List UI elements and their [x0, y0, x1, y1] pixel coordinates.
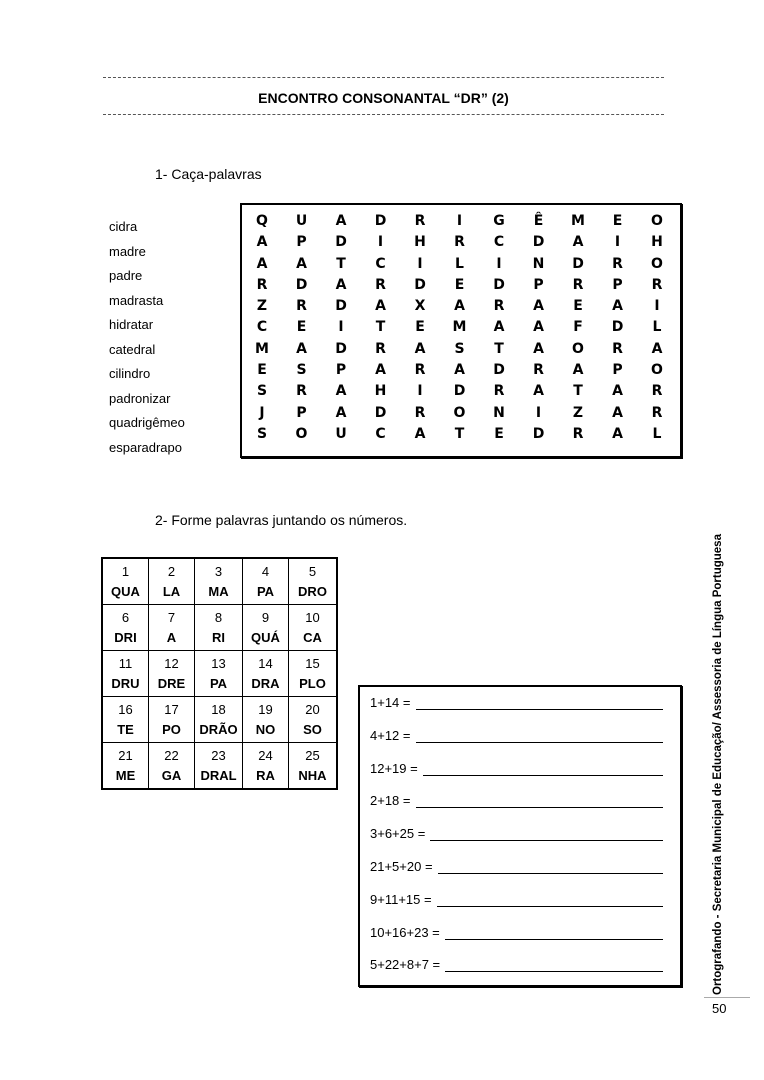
equation-row: [370, 695, 663, 710]
word-search-letter: I: [417, 383, 423, 400]
syllable-number: 10: [305, 609, 320, 625]
syllable-number: 2: [167, 563, 176, 579]
word-search-grid: [252, 211, 687, 445]
syllable-text: CA: [303, 629, 322, 645]
word-search-letter: G: [493, 213, 505, 229]
word-search-letter: E: [257, 362, 267, 379]
syllable-number: 23: [211, 747, 226, 763]
word-search-letter: R: [493, 298, 505, 315]
syllable-cell: [149, 651, 195, 697]
word-search-letter: O: [651, 362, 663, 379]
syllable-cell: [102, 743, 149, 790]
word-search-letter: O: [453, 404, 466, 421]
equation-label: 5+22+8+7 =: [370, 957, 441, 973]
syllable-text: SO: [303, 721, 322, 737]
word-search-letter: D: [335, 298, 347, 315]
word-search-letter: A: [335, 383, 347, 400]
word-search-letter: A: [454, 362, 465, 379]
word-item: quadrigêmeo: [109, 415, 185, 430]
syllable-text: QUÁ: [251, 629, 280, 645]
word-search-letter: R: [612, 340, 623, 357]
answer-blank[interactable]: [438, 860, 663, 874]
word-search-letter: T: [336, 255, 346, 272]
syllable-row: [102, 697, 337, 743]
equation-row: [370, 793, 663, 808]
word-item: padre: [109, 268, 143, 283]
word-search-letter: I: [377, 234, 384, 251]
word-search-letter: A: [375, 298, 386, 315]
syllable-number: 25: [305, 747, 320, 763]
word-search-letter: S: [256, 383, 268, 400]
word-search-letter: L: [652, 425, 662, 442]
syllable-cell: [243, 651, 289, 697]
equation-row: [370, 957, 663, 972]
syllable-text: GA: [161, 767, 182, 783]
word-search-letter: D: [374, 404, 387, 421]
page-number: 50: [712, 1001, 727, 1016]
word-search-letter: U: [295, 213, 308, 229]
word-search-letter: E: [454, 276, 465, 293]
equation-row: [370, 859, 663, 874]
syllable-number: 18: [211, 701, 226, 717]
syllable-number: 14: [258, 655, 273, 671]
word-search-letter: I: [417, 255, 423, 272]
syllable-text: DRO: [298, 583, 327, 599]
word-search-letter: C: [256, 319, 268, 336]
word-search-letter: D: [374, 213, 387, 229]
page-number-rule: [704, 997, 750, 998]
word-search-letter: Z: [256, 298, 268, 315]
title-divider: [103, 114, 664, 115]
word-search-letter: D: [532, 234, 545, 251]
word-item: madrasta: [109, 292, 164, 308]
word-search-letter: C: [375, 255, 386, 272]
syllable-cell: [149, 605, 195, 651]
syllable-cell: [289, 558, 338, 605]
word-search-letter: A: [493, 319, 505, 336]
syllable-cell: [195, 743, 243, 790]
word-search-letter: R: [493, 383, 505, 400]
syllable-text: DRA: [251, 675, 280, 691]
word-search-letter: O: [572, 340, 584, 357]
syllable-number: 7: [167, 609, 176, 625]
syllable-text: NHA: [298, 767, 327, 783]
side-credit: Ortografando - Secretaria Municipal de Educação/ Assessoria de Língua Portuguesa: [712, 534, 724, 995]
word-search-letter: A: [335, 213, 347, 229]
word-search-letter: T: [573, 383, 583, 400]
word-search-letter: T: [494, 340, 504, 357]
answer-blank[interactable]: [416, 794, 664, 808]
word-search-letter: O: [651, 213, 663, 229]
word-search-letter: I: [614, 234, 621, 251]
syllable-number: 12: [164, 655, 179, 671]
exercise-1-label: 1- Caça-palavras: [155, 166, 262, 182]
word-search-letter: L: [652, 319, 662, 336]
word-search-letter: R: [651, 404, 663, 421]
syllable-text: PA: [209, 675, 228, 691]
word-search-letter: R: [414, 362, 426, 379]
equation-row: [370, 728, 663, 743]
word-search-letter: M: [255, 340, 269, 357]
word-search-letter: F: [573, 319, 583, 336]
word-search-letter: X: [414, 298, 426, 315]
word-item: cilindro: [109, 366, 151, 381]
word-search-letter: A: [612, 298, 623, 315]
answer-blank[interactable]: [430, 827, 663, 841]
word-search-letter: P: [335, 362, 347, 379]
word-search-letter: A: [335, 404, 347, 421]
word-search-letter: E: [573, 298, 583, 315]
word-search-letter: A: [296, 255, 307, 272]
syllable-number: 5: [308, 563, 317, 579]
word-search-letter: R: [375, 276, 386, 293]
syllable-text: MA: [208, 583, 229, 599]
syllable-row: [102, 651, 337, 697]
syllable-number: 16: [118, 701, 133, 717]
word-search-letter: N: [532, 255, 545, 272]
word-item: hidratar: [109, 317, 154, 332]
syllable-cell: [149, 558, 195, 605]
syllable-cell: [195, 605, 243, 651]
word-search-letter: A: [335, 276, 347, 293]
word-search-letter: R: [296, 298, 307, 315]
word-item: esparadrapo: [109, 439, 182, 455]
word-search-letter: T: [454, 425, 465, 442]
word-item: madre: [109, 243, 146, 259]
syllable-number: 3: [214, 563, 223, 579]
answer-blank[interactable]: [445, 926, 663, 940]
syllable-cell: [195, 651, 243, 697]
word-search-letter: R: [651, 276, 663, 293]
syllable-cell: [289, 697, 338, 743]
syllable-cell: [102, 558, 149, 605]
word-search-letter: A: [533, 298, 544, 315]
word-search-letter: R: [296, 383, 307, 400]
word-item: padronizar: [109, 390, 171, 406]
word-search-letter: A: [612, 404, 623, 421]
syllable-row: [102, 605, 337, 651]
word-item: cidra: [109, 219, 138, 234]
word-search-letter: A: [612, 425, 623, 442]
equation-label: 2+18 =: [370, 793, 411, 809]
word-search-letter: D: [295, 276, 308, 293]
word-search-letter: E: [612, 213, 623, 229]
word-search-letter: D: [453, 383, 466, 400]
word-search-letter: A: [296, 340, 307, 357]
syllable-text: RI: [212, 629, 225, 645]
syllable-text: A: [166, 629, 177, 645]
syllable-text: PA: [256, 583, 275, 599]
word-search-letter: M: [571, 213, 585, 229]
syllable-cell: [289, 743, 338, 790]
syllable-text: QUA: [111, 583, 140, 599]
word-search-letter: D: [572, 255, 584, 272]
word-search-letter: A: [572, 234, 584, 251]
word-search-letter: C: [493, 234, 505, 251]
word-search-letter: P: [296, 234, 307, 251]
syllable-number: 1: [121, 563, 130, 579]
word-search-letter: A: [414, 425, 426, 442]
syllable-text: RA: [256, 767, 275, 783]
syllable-text: LA: [162, 583, 181, 599]
equation-label: 21+5+20 =: [370, 859, 433, 874]
syllable-number: 13: [211, 655, 226, 671]
word-search-letter: R: [256, 276, 268, 293]
syllable-number: 17: [164, 701, 179, 717]
word-search-letter: R: [612, 255, 623, 272]
word-search-letter: A: [256, 255, 268, 272]
word-search-letter: R: [414, 404, 426, 421]
syllable-cell: [102, 697, 149, 743]
word-search-letter: H: [414, 234, 426, 251]
word-search-letter: I: [496, 255, 502, 272]
word-search-letter: C: [375, 425, 386, 442]
syllable-cell: [102, 605, 149, 651]
page-title: ENCONTRO CONSONANTAL “DR” (2): [258, 90, 509, 106]
word-search-letter: D: [335, 340, 347, 357]
syllable-text: PLO: [299, 675, 326, 691]
syllable-table: [101, 557, 338, 790]
syllable-text: DRU: [111, 675, 140, 691]
equation-label: 3+6+25 =: [370, 826, 426, 842]
word-search-letter: R: [454, 234, 465, 251]
word-search-letter: I: [338, 319, 344, 336]
syllable-number: 8: [214, 609, 223, 625]
word-search-letter: I: [654, 298, 660, 315]
syllable-text: DRI: [114, 629, 137, 645]
equation-label: 4+12 =: [370, 727, 411, 743]
word-search-letter: S: [454, 340, 465, 357]
syllable-text: NO: [255, 721, 276, 737]
word-search-letter: D: [493, 276, 505, 293]
answer-blank[interactable]: [445, 958, 663, 972]
word-search-letter: E: [494, 425, 504, 442]
syllable-number: 22: [164, 747, 179, 763]
word-search-letter: I: [456, 213, 463, 229]
word-search-letter: Ê: [533, 213, 544, 229]
word-search-letter: O: [295, 425, 308, 442]
word-search-letter: R: [533, 362, 544, 379]
word-search-letter: Q: [256, 213, 268, 229]
word-search-letter: S: [296, 362, 307, 379]
word-search-letter: E: [415, 319, 425, 336]
syllable-row: [102, 558, 337, 605]
word-search-letter: A: [612, 383, 623, 400]
word-search-letter: T: [375, 319, 386, 336]
word-search-letter: R: [651, 383, 663, 400]
syllable-cell: [149, 743, 195, 790]
syllable-cell: [243, 605, 289, 651]
equation-row: [370, 826, 663, 841]
syllable-number: 11: [118, 655, 133, 671]
syllable-text: DRE: [157, 675, 186, 691]
word-search-letter: D: [414, 276, 426, 293]
word-search-letter: N: [493, 404, 505, 421]
word-search-letter: I: [535, 404, 542, 421]
syllable-number: 4: [261, 563, 270, 579]
equation-row: [370, 761, 663, 776]
word-search-letter: R: [375, 340, 386, 357]
word-search-letter: J: [259, 404, 265, 421]
syllable-number: 6: [121, 609, 130, 625]
syllable-cell: [149, 697, 195, 743]
word-search-letter: Z: [572, 404, 584, 421]
word-search-letter: A: [572, 362, 584, 379]
word-search-letter: A: [256, 234, 268, 251]
word-item: catedral: [109, 341, 156, 357]
syllable-text: ME: [115, 767, 136, 783]
word-search-letter: P: [533, 276, 544, 293]
word-search-letter: U: [335, 425, 347, 442]
answer-box: [358, 685, 682, 987]
syllable-cell: [195, 697, 243, 743]
syllable-number: 24: [258, 747, 273, 763]
equation-label: 10+16+23 =: [370, 924, 440, 940]
syllable-number: 15: [305, 655, 320, 671]
word-search-box: [240, 203, 682, 458]
word-search-letter: D: [493, 362, 505, 379]
word-search-letter: D: [611, 319, 624, 336]
word-search-letter: H: [651, 234, 663, 251]
equation-row: [370, 925, 663, 940]
word-search-letter: R: [414, 213, 426, 229]
syllable-cell: [289, 605, 338, 651]
syllable-row: [102, 743, 337, 790]
word-search-letter: P: [296, 404, 307, 421]
word-search-letter: A: [454, 298, 465, 315]
answer-blank[interactable]: [423, 762, 663, 776]
word-search-letter: P: [612, 276, 623, 293]
word-search-letter: L: [455, 255, 464, 272]
syllable-text: PO: [162, 721, 181, 737]
word-search-letter: H: [374, 383, 387, 400]
syllable-text: TE: [117, 721, 134, 737]
word-search-letter: A: [533, 319, 544, 336]
word-search-letter: E: [296, 319, 307, 336]
syllable-number: 21: [118, 747, 133, 763]
word-search-letter: A: [533, 340, 544, 357]
syllable-cell: [289, 651, 338, 697]
syllable-number: 9: [261, 609, 270, 625]
syllable-number: 19: [258, 701, 273, 717]
equation-row: [370, 892, 663, 907]
syllable-cell: [243, 743, 289, 790]
word-search-letter: A: [375, 362, 386, 379]
answer-blank[interactable]: [416, 696, 664, 710]
word-search-letter: D: [532, 425, 545, 442]
equation-label: 9+11+15 =: [370, 891, 432, 907]
syllable-cell: [102, 651, 149, 697]
equation-label: 12+19 =: [370, 760, 418, 776]
word-search-letter: D: [335, 234, 347, 251]
syllable-cell: [243, 558, 289, 605]
syllable-cell: [243, 697, 289, 743]
word-search-letter: A: [533, 383, 544, 400]
syllable-text: DRÃO: [199, 721, 238, 737]
word-search-letter: P: [612, 362, 623, 379]
word-search-letter: A: [651, 340, 663, 357]
exercise-2-label: 2- Forme palavras juntando os números.: [155, 512, 408, 528]
equation-label: 1+14 =: [370, 695, 411, 710]
answer-blank[interactable]: [416, 729, 664, 743]
word-search-letter: M: [452, 319, 467, 336]
top-divider: [103, 77, 664, 78]
word-list: [109, 218, 185, 463]
word-search-letter: R: [572, 276, 584, 293]
word-search-letter: R: [572, 425, 584, 442]
word-search-letter: A: [414, 340, 426, 357]
syllable-number: 20: [305, 701, 320, 717]
word-search-letter: O: [651, 255, 663, 272]
syllable-cell: [195, 558, 243, 605]
answer-blank[interactable]: [437, 893, 663, 907]
word-search-letter: S: [256, 425, 268, 442]
syllable-text: DRAL: [200, 767, 237, 783]
